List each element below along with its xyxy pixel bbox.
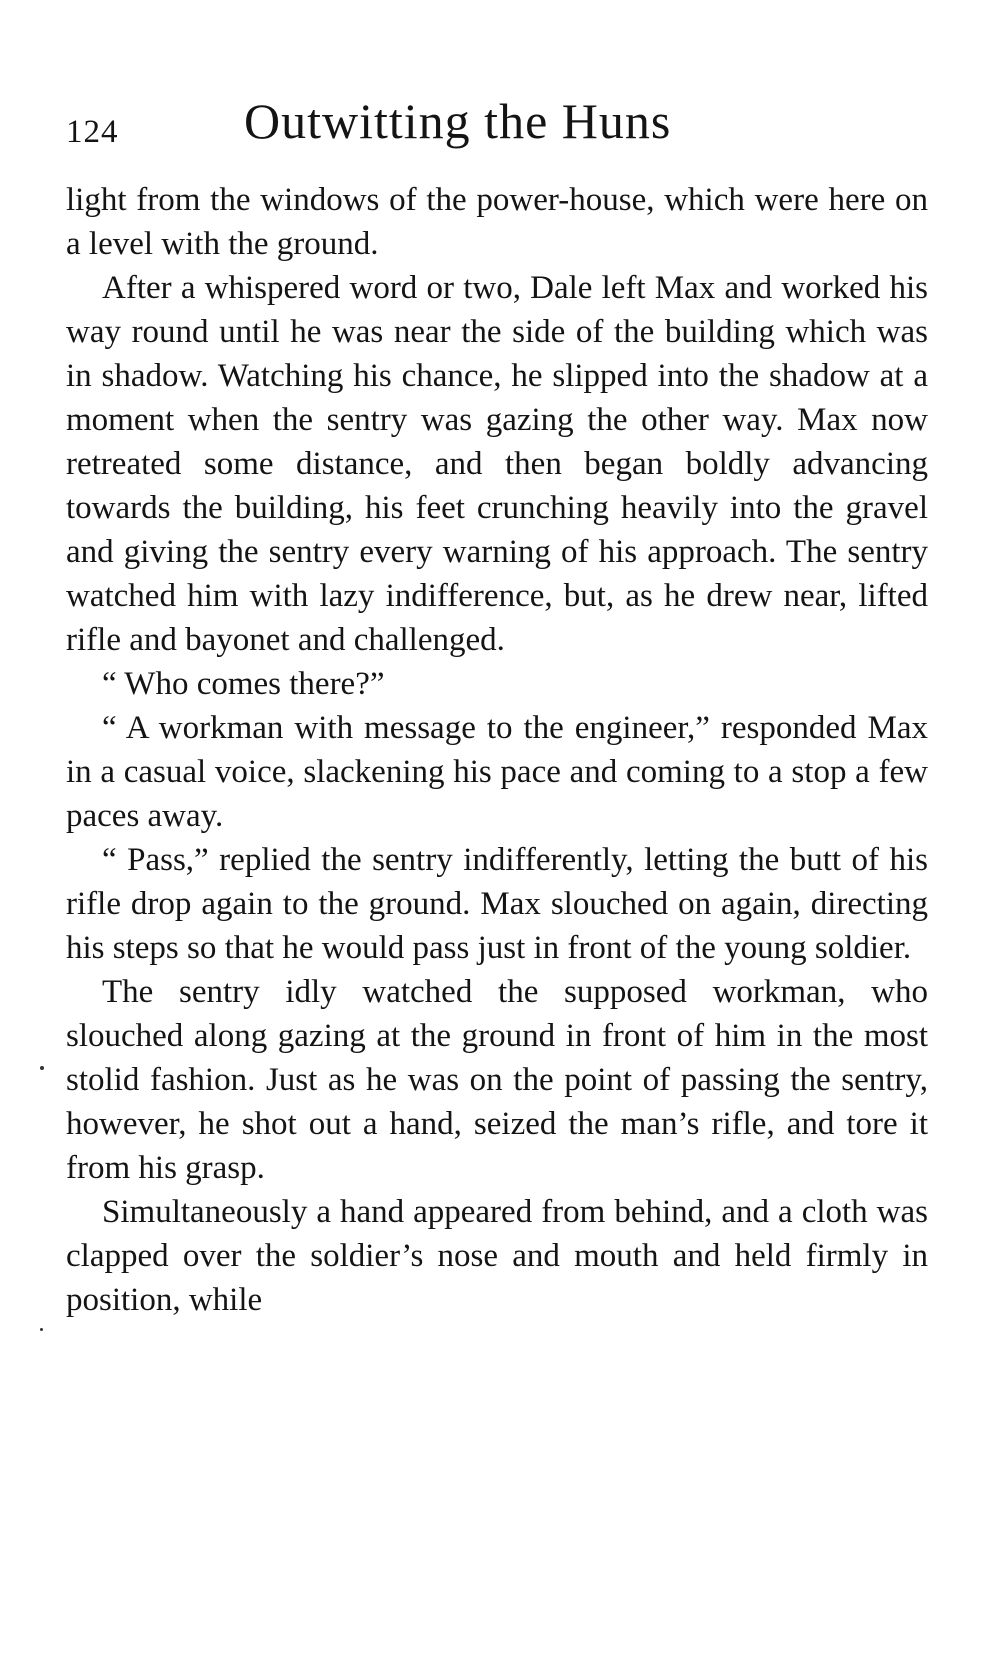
- paragraph-simultaneously: Simultaneously a hand appeared from behind, and a cloth was clapped over the soldier’s nose and mouth and held firmly in position, while: [66, 1194, 928, 1318]
- paragraph-dale-and-max: After a whispered word or two, Dale left Max and worked his way round until he was near the side of the building which was in shadow. Watching his chance, he slipped into the shadow at a moment when the sentry was gazing the other way. Max now retreated some distance, and then began boldly advancing towards the building, his feet crunching heavily into the gravel and giving the sentry every warning of his approach. The sentry watched him with lazy indifference, but, as he drew near, lifted rifle and bayonet and challenged.: [66, 270, 928, 658]
- speck-mark: [40, 1328, 43, 1331]
- page-number: 124: [66, 114, 119, 150]
- running-title: Outwitting the Huns: [244, 93, 672, 149]
- paragraph-pass: “ Pass,” replied the sentry indifferently, letting the butt of his rifle drop again to the ground. Max slouched on again, directing his steps so that he would pass just in front of the young soldier.: [66, 842, 928, 966]
- paragraph-seizure: The sentry idly watched the supposed workman, who slouched along gazing at the ground in front of him in the most stolid fashion. Just as he was on the point of passing the sentry, however, he shot out a hand, seized the man’s rifle, and tore it from his grasp.: [66, 974, 928, 1186]
- paragraph-continuation: light from the windows of the power-house, which were here on a level with the ground.: [66, 182, 928, 262]
- paragraph-challenge: “ Who comes there?”: [102, 666, 385, 702]
- body-text: [66, 178, 928, 1322]
- running-head: [66, 92, 926, 152]
- speck-mark: [40, 1066, 44, 1070]
- paragraph-workman-reply: “ A workman with message to the engineer,” responded Max in a casual voice, slackening his pace and coming to a stop a few paces away.: [66, 710, 928, 834]
